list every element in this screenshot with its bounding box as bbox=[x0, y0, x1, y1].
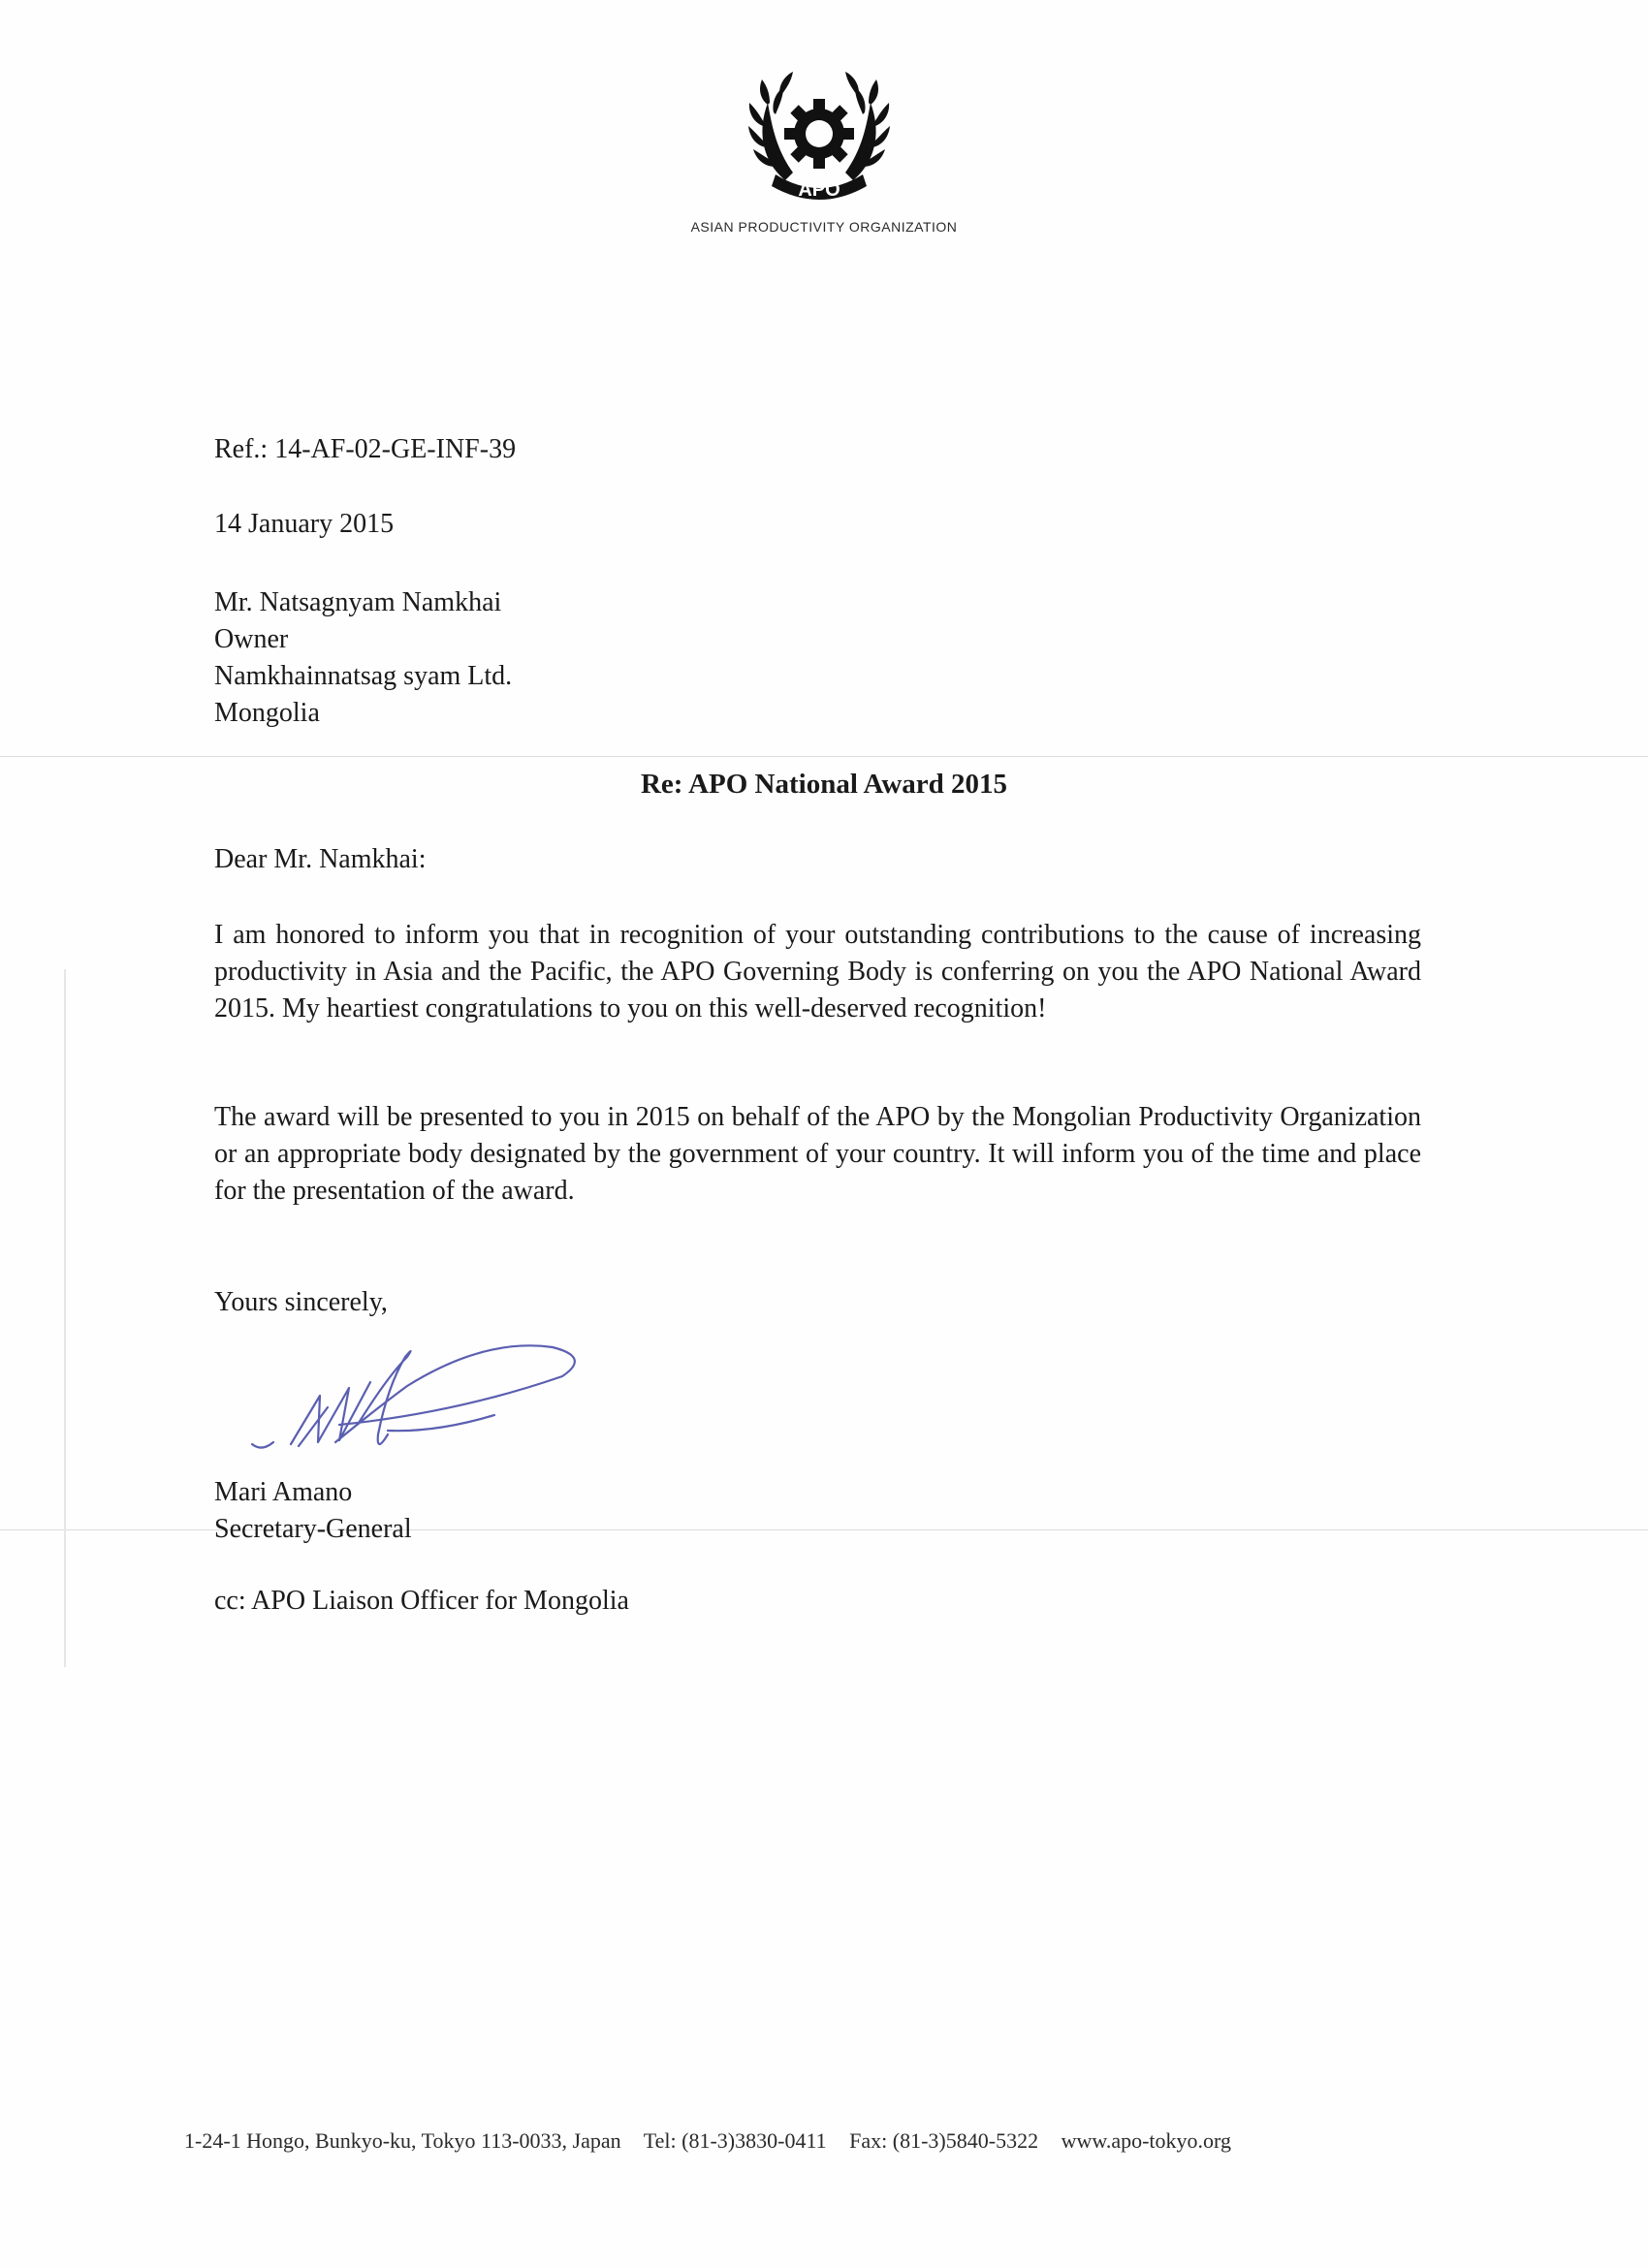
reference-number: Ref.: 14-AF-02-GE-INF-39 bbox=[214, 434, 517, 464]
recipient-country: Mongolia bbox=[214, 698, 320, 728]
cc-line: cc: APO Liaison Officer for Mongolia bbox=[214, 1586, 629, 1616]
recipient-address bbox=[214, 584, 512, 732]
footer-contact bbox=[184, 2128, 1249, 2154]
signer-block bbox=[214, 1474, 412, 1548]
letter-subject: Re: APO National Award 2015 bbox=[640, 769, 1008, 800]
recipient-name: Mr. Natsagnyam Namkhai bbox=[214, 587, 502, 617]
footer-tel: Tel: (81-3)3830-0411 bbox=[643, 2128, 827, 2153]
apo-logo bbox=[746, 66, 892, 206]
scan-artifact bbox=[0, 756, 1648, 757]
signer-title: Secretary-General bbox=[214, 1514, 412, 1544]
scan-artifact bbox=[64, 969, 66, 1667]
body-paragraph: The award will be presented to you in 2015 on behalf of the APO by the Mongolian Productivity Organization or an appropriate body designated by the government of your country. It will inform you of the time and place for the presentation of the award. bbox=[214, 1102, 1421, 1206]
footer-address: 1-24-1 Hongo, Bunkyo-ku, Tokyo 113-0033, Japan bbox=[184, 2128, 621, 2153]
footer-fax: Fax: (81-3)5840-5322 bbox=[849, 2128, 1039, 2153]
logo-text: APO bbox=[798, 179, 840, 201]
signature bbox=[242, 1318, 591, 1473]
recipient-company: Namkhainnatsag syam Ltd. bbox=[214, 661, 513, 691]
recipient-title: Owner bbox=[214, 624, 289, 654]
body-paragraph: I am honored to inform you that in recognition of your outstanding contributions to the cause of increasing productivity in Asia and the Pacific, the APO Governing Body is conferring on you the APO National Award 2015. My heartiest congratulations to you on this well-deserved recognition! bbox=[214, 920, 1421, 1024]
footer-website: www.apo-tokyo.org bbox=[1061, 2128, 1231, 2153]
closing: Yours sincerely, bbox=[214, 1287, 388, 1317]
salutation: Dear Mr. Namkhai: bbox=[214, 844, 427, 874]
letter-date: 14 January 2015 bbox=[214, 509, 395, 539]
organization-name: ASIAN PRODUCTIVITY ORGANIZATION bbox=[690, 219, 958, 235]
signer-name: Mari Amano bbox=[214, 1477, 353, 1507]
